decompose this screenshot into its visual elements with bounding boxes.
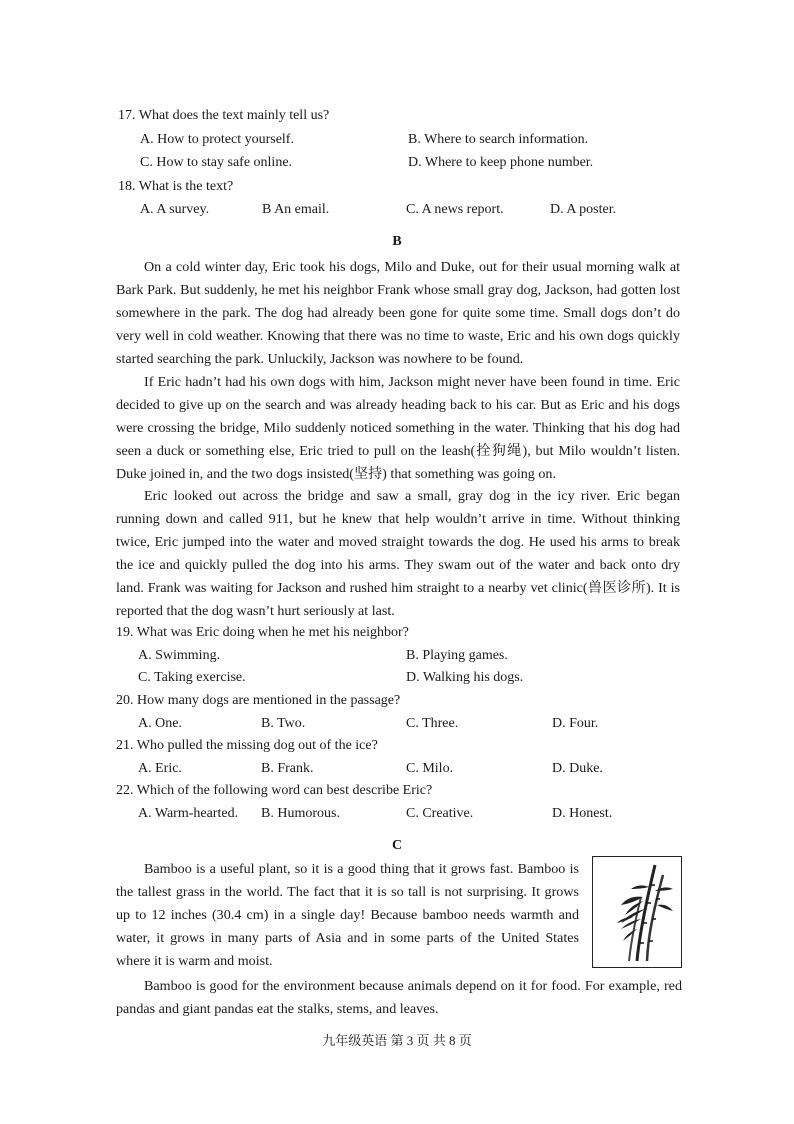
- section-c-paragraph-1: Bamboo is a useful plant, so it is a good thing that it grows fast. Bamboo is the tallest grass in the world. The fact that it is so tall is not surprising. It grows up to 12 inches (30.4 cm) in a single day! Because bamboo needs warmth and water, it grows in many parts of Asia and in some parts of the United States where it is warm and moist.: [116, 861, 579, 969]
- q17-option-a: A. How to protect yourself.: [140, 132, 294, 147]
- q20-stem: 20. How many dogs are mentioned in the passage?: [116, 693, 401, 708]
- q22-option-b: B. Humorous.: [261, 806, 340, 821]
- bamboo-icon: [593, 857, 681, 967]
- q17-stem: 17. What does the text mainly tell us?: [118, 108, 330, 123]
- q18-option-d: D. A poster.: [550, 202, 617, 217]
- q19-option-a: A. Swimming.: [138, 648, 221, 663]
- section-c-paragraph-2: Bamboo is good for the environment because animals depend on it for food. For example, red pandas and giant pandas eat the stalks, stems, and leaves.: [116, 978, 682, 1017]
- q19-option-d: D. Walking his dogs.: [406, 670, 524, 685]
- section-b-paragraph-1: On a cold winter day, Eric took his dogs, Milo and Duke, out for their usual morning walk at Bark Park. But suddenly, he met his neighbor Frank whose small gray dog, Jackson, had gotten lost somewhere in the park. The dog had already been gone for quite some time. Small dogs don’t do very well in cold weather. Knowing that there was no time to waste, Eric and his own dogs quickly started searching the park. Unluckily, Jackson was nowhere to be found.: [116, 259, 680, 367]
- q19-option-b: B. Playing games.: [406, 648, 508, 663]
- section-b-heading: B: [392, 234, 402, 249]
- bamboo-illustration: [592, 856, 682, 968]
- section-c-heading: C: [391, 838, 403, 853]
- q19-option-c: C. Taking exercise.: [138, 670, 246, 685]
- q21-option-c: C. Milo.: [406, 761, 454, 776]
- q21-option-b: B. Frank.: [261, 761, 314, 776]
- q21-option-a: A. Eric.: [138, 761, 182, 776]
- q22-option-d: D. Honest.: [552, 806, 613, 821]
- q17-option-c: C. How to stay safe online.: [140, 155, 293, 170]
- q21-stem: 21. Who pulled the missing dog out of the ice?: [116, 738, 378, 753]
- q20-option-c: C. Three.: [406, 716, 459, 731]
- q18-option-a: A. A survey.: [140, 202, 210, 217]
- q20-option-d: D. Four.: [552, 716, 599, 731]
- page-footer: 九年级英语 第 3 页 共 8 页: [322, 1033, 472, 1048]
- section-b-paragraph-3: Eric looked out across the bridge and saw a small, gray dog in the icy river. Eric began running down and called 911, but he knew that help wouldn’t arrive in time. Without thinking twice, Eric jumped into the water and moved straight towards the dog. He used his arms to break the ice and quickly pulled the dog into his arms. They swam out of the water and back onto dry land. Frank was waiting for Jackson and rushed him straight to a nearby vet clinic(兽医诊所). It is reported that the dog wasn’t hurt seriously at last.: [116, 488, 680, 619]
- q22-option-a: A. Warm-hearted.: [138, 806, 239, 821]
- q17-option-d: D. Where to keep phone number.: [408, 155, 594, 170]
- section-b-paragraph-2: If Eric hadn’t had his own dogs with him, Jackson might never have been found in time. Eric decided to give up on the search and was already heading back to his car. But as Eric and his dogs were crossing the bridge, Milo suddenly noticed something in the water. Thinking that his dog had seen a duck or something else, Eric tried to pull on the leash(拴狗绳), but Milo wouldn’t listen. Duke joined in, and the two dogs insisted(坚持) that something was going on.: [116, 374, 680, 482]
- q21-option-d: D. Duke.: [552, 761, 603, 776]
- q22-option-c: C. Creative.: [406, 806, 474, 821]
- q18-stem: 18. What is the text?: [118, 179, 234, 194]
- q20-option-b: B. Two.: [261, 716, 306, 731]
- q18-option-b: B An email.: [262, 202, 330, 217]
- q19-stem: 19. What was Eric doing when he met his neighbor?: [116, 625, 409, 640]
- q18-option-c: C. A news report.: [406, 202, 504, 217]
- q20-option-a: A. One.: [138, 716, 182, 731]
- q22-stem: 22. Which of the following word can best describe Eric?: [116, 783, 433, 798]
- q17-option-b: B. Where to search information.: [408, 132, 589, 147]
